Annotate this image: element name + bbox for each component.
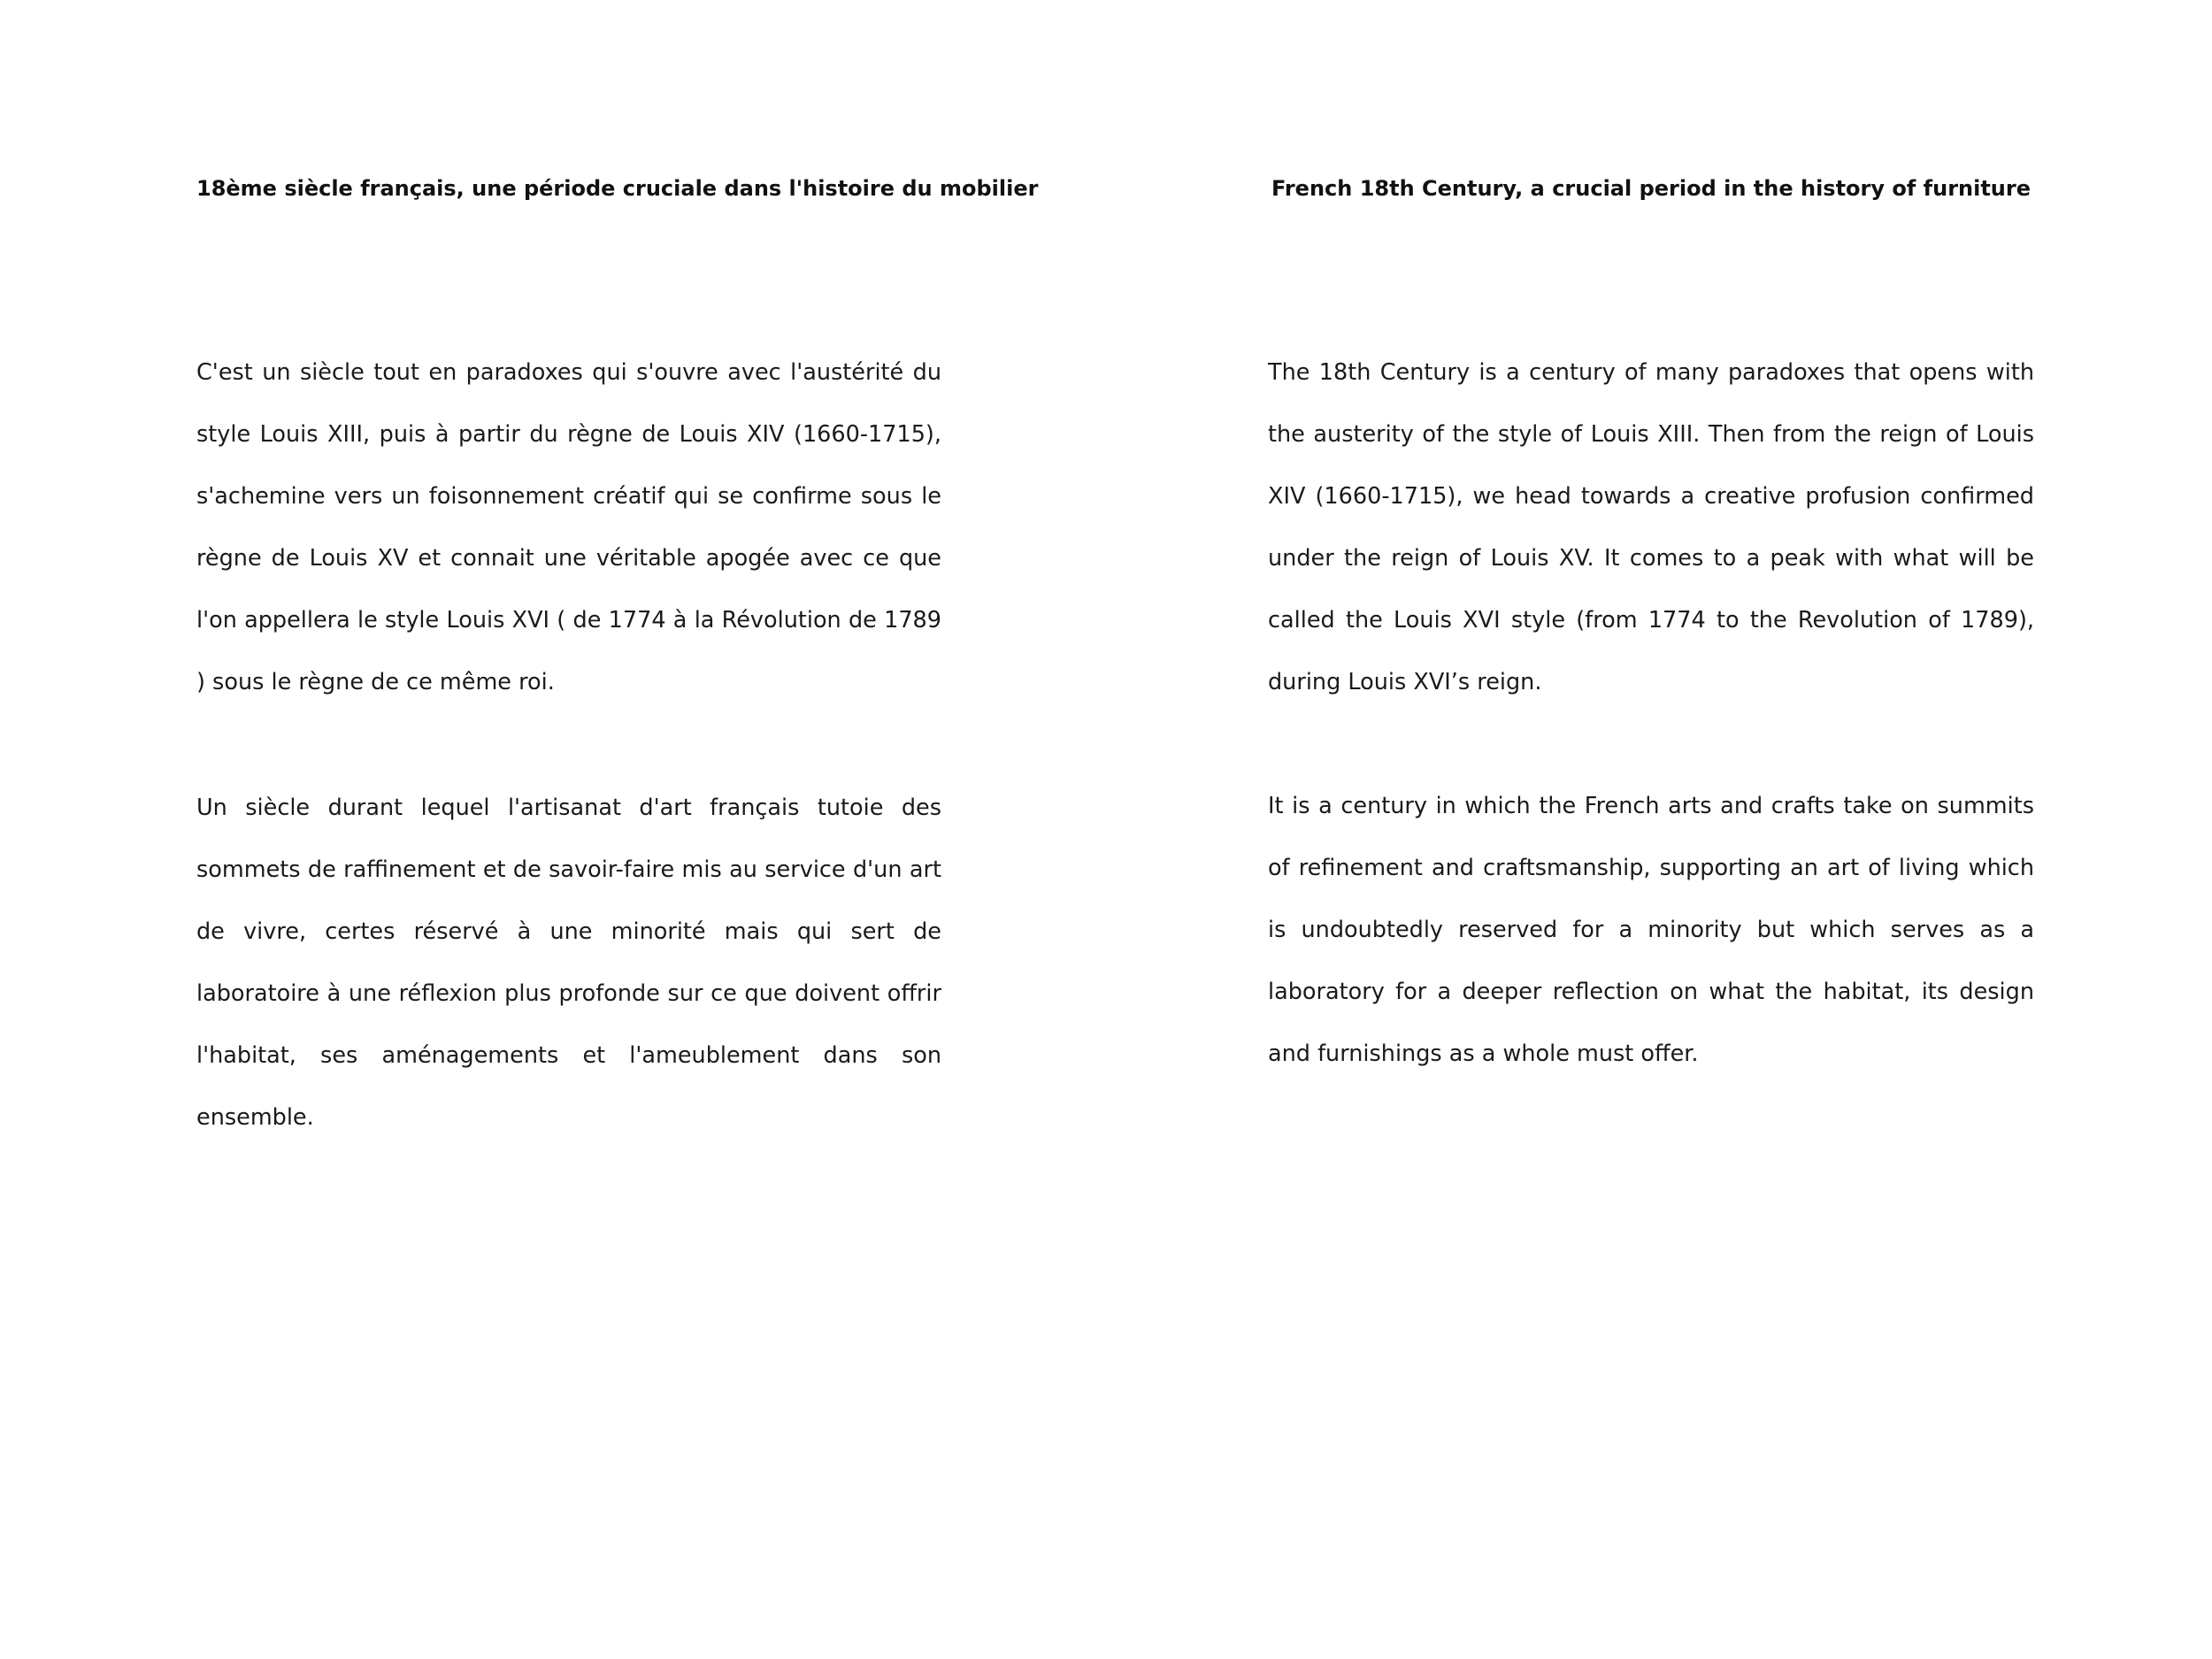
english-paragraph-1: The 18th Century is a century of many paradoxes that opens with the austerity of the style of Louis XIII. Then from the reign of Louis XIV (1660-1715), we head towards a creative profusion confirmed under the reign of Louis XV. It comes to a peak with what will be called the Louis XVI style (from 1774 to the Revolution of 1789), during Louis XVI’s reign.: [1268, 359, 2034, 695]
english-heading: French 18th Century, a crucial period in the history of furniture: [1271, 176, 2032, 201]
french-paragraph-2: Un siècle durant lequel l'artisanat d'art français tutoie des sommets de raffinement et de savoir-faire mis au service d'un art de vivre, certes réservé à une minorité mais qui sert de laboratoire à une réflexion plus profonde sur ce que doivent offrir l'habitat, ses aménagements et l'ameublement dans son ensemble.: [196, 795, 941, 1131]
french-heading: 18ème siècle français, une période cruciale dans l'histoire du mobilier: [196, 176, 1039, 201]
english-paragraph-2: It is a century in which the French arts and crafts take on summits of refinement and craftsmanship, supporting an art of living which is undoubtedly reserved for a minority but which serves as a laboratory for a deeper reflection on what the habitat, its design and furnishings as a whole must offer.: [1268, 793, 2034, 1067]
french-paragraph-1: C'est un siècle tout en paradoxes qui s'ouvre avec l'austérité du style Louis XIII, puis à partir du règne de Louis XIV (1660-1715), s'achemine vers un foisonnement créatif qui se confirme sous le règne de Louis XV et connait une véritable apogée avec ce que l'on appellera le style Louis XVI ( de 1774 à la Révolution de 1789 ) sous le règne de ce même roi.: [196, 359, 941, 695]
